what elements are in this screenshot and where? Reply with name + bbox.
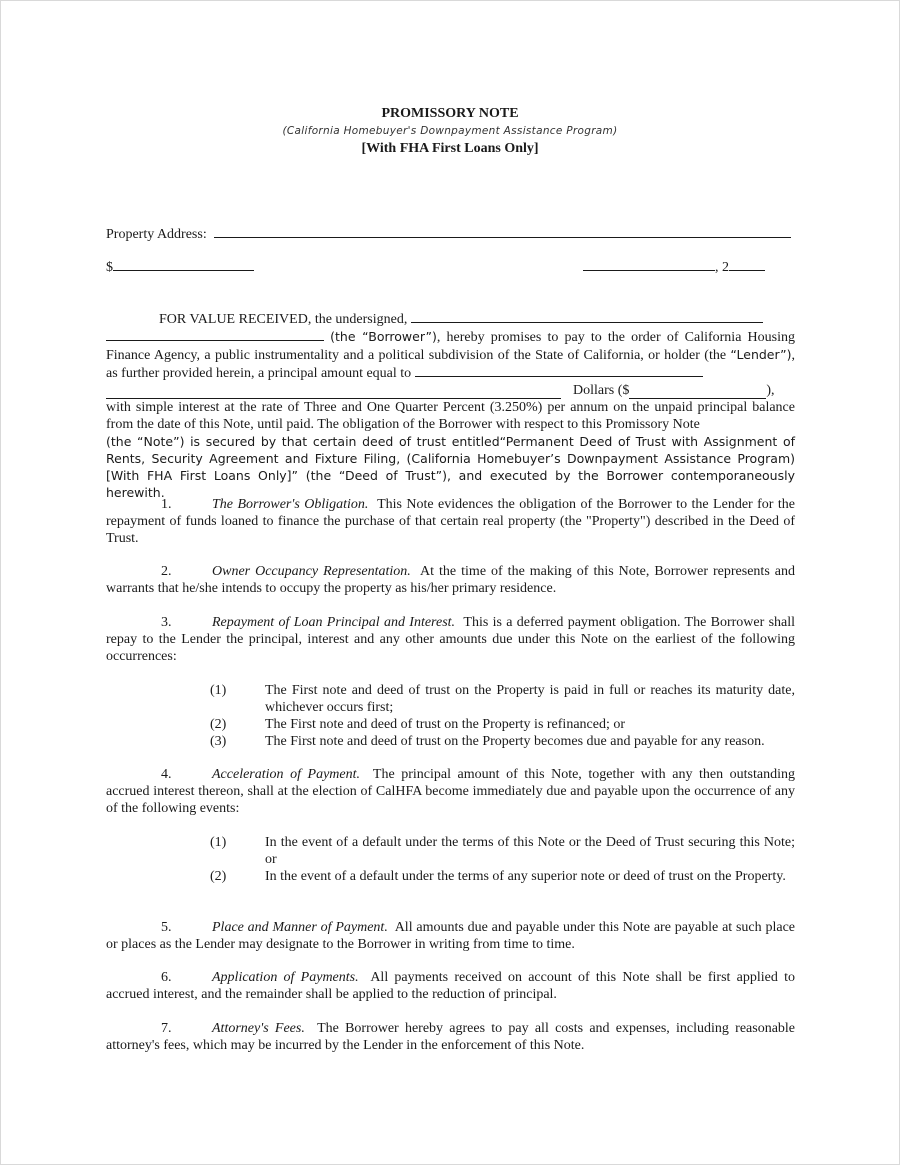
date-suffix: , 2 (715, 260, 729, 275)
lender-tag: “Lender”) (730, 347, 792, 362)
intro-line-dollars (106, 382, 795, 399)
section-number: 5. (161, 920, 172, 935)
program-subtitle: (California Homebuyer's Downpayment Assistance Program) (282, 125, 618, 137)
amount-row (106, 258, 254, 276)
section-text: This Note evidences the obligation of the Borrower to the Lender for the repayment of funds loaned to finance the purchase of that certain real property (the "Property") described in the Deed of Trust. (106, 497, 795, 546)
list-item-text: The First note and deed of trust on the Property is refinanced; or (265, 717, 626, 732)
intro-line-2 (106, 328, 795, 382)
section-5 (106, 919, 795, 953)
property-address-label: Property Address: (106, 227, 207, 242)
section-number: 2. (161, 564, 172, 579)
list-item (210, 834, 795, 868)
undersigned-field[interactable] (411, 310, 763, 323)
list-item (210, 733, 795, 750)
intro-text-1: FOR VALUE RECEIVED, the undersigned, (159, 312, 408, 327)
dollars-label: Dollars ($ (573, 383, 630, 398)
section-number: 7. (161, 1021, 172, 1036)
list-item (210, 682, 795, 716)
section-text: All amounts due and payable under this Note are payable at such place or places as the Lender may designate to the Borrower in writing from time to time. (106, 920, 795, 952)
section-1 (106, 496, 795, 547)
document-title: PROMISSORY NOTE (381, 106, 519, 121)
section-heading: Place and Manner of Payment. (212, 920, 388, 935)
section-3 (106, 614, 795, 665)
list-item-text: In the event of a default under the terms of any superior note or deed of trust on the Property. (265, 869, 786, 884)
list-item-number: (2) (210, 869, 227, 884)
section-4 (106, 766, 795, 817)
dollar-sign: $ (106, 260, 113, 275)
intro-text-4: with simple interest at the rate of Three and One Quarter Percent (3.250%) per annum on the unpaid principal balance from the date of this Note, until paid. The obligation of the Borrower with respect to this Promissory Note (106, 400, 795, 432)
intro-text-5: (the “Note”) is secured by that certain deed of trust entitled“Permanent Deed of Trust with Assignment of Rents, Security Agreement and Fixture Filing, (California Homebuyer’s Downpayment Assistance Program)[With FHA First Loans Only]” (the “Deed of Trust”), and executed by the Borrower contemporaneously herewith. (106, 434, 795, 500)
property-address-row (106, 225, 791, 243)
list-item-text: In the event of a default under the terms of this Note or the Deed of Trust securing this Note; or (265, 835, 795, 867)
section-text: This is a deferred payment obligation. The Borrower shall repay to the Lender the principal, interest and any other amounts due under this Note on the earliest of the following occurrences: (106, 615, 796, 664)
section-text: At the time of the making of this Note, Borrower represents and warrants that he/she intends to occupy the property as his/her primary residence. (106, 564, 795, 596)
section-text: The principal amount of this Note, together with any then outstanding accrued interest thereon, shall at the election of CalHFA become immediately due and payable upon the occurrence of any of the following events: (106, 767, 795, 816)
intro-paragraph (106, 310, 795, 501)
list-item (210, 868, 795, 885)
section-text: All payments received on account of this Note shall be first applied to accrued interest, and the remainder shall be applied to the reduction of principal. (106, 970, 795, 1002)
borrower-name-field[interactable] (106, 328, 324, 341)
intro-text-2: , hereby promises to pay to the order of California Housing Finance Agency, a public instrumentality and a political subdivision of the State of California, or holder (the (106, 330, 796, 363)
section-heading: Attorney's Fees. (212, 1021, 305, 1036)
principal-words-field[interactable] (415, 364, 703, 377)
date-field[interactable] (583, 258, 715, 271)
loan-type-title: [With FHA First Loans Only] (361, 141, 539, 156)
borrower-tag: (the “Borrower”) (330, 329, 437, 344)
property-address-field[interactable] (214, 225, 791, 238)
list-item-number: (2) (210, 717, 227, 732)
section-6 (106, 969, 795, 1003)
section-heading: Repayment of Loan Principal and Interest. (212, 615, 456, 630)
section-number: 4. (161, 767, 172, 782)
date-row (583, 258, 765, 276)
intro-line-1 (106, 310, 795, 328)
section-text: The Borrower hereby agrees to pay all costs and expenses, including reasonable attorney's fees, which may be incurred by the Lender in the enforcement of this Note. (106, 1021, 796, 1053)
section-number: 3. (161, 615, 172, 630)
repayment-occurrences-list (210, 682, 795, 750)
acceleration-events-list (210, 834, 795, 885)
principal-amount-field[interactable] (629, 386, 766, 399)
paren-close: ), (766, 383, 775, 398)
section-heading: Owner Occupancy Representation. (212, 564, 411, 579)
list-item-number: (1) (210, 835, 227, 850)
list-item-text: The First note and deed of trust on the Property is paid in full or reaches its maturity date, whichever occurs first; (265, 683, 795, 715)
list-item-number: (1) (210, 683, 227, 698)
section-number: 6. (161, 970, 172, 985)
amount-field[interactable] (113, 258, 254, 271)
principal-words-field-2[interactable] (106, 386, 561, 399)
year-field[interactable] (729, 258, 765, 271)
section-2 (106, 563, 795, 597)
intro-text-3: , as further provided herein, a principal amount equal to (106, 348, 796, 381)
section-7 (106, 1020, 795, 1054)
list-item (210, 716, 795, 733)
section-heading: Application of Payments. (212, 970, 359, 985)
list-item-number: (3) (210, 734, 227, 749)
section-number: 1. (161, 497, 172, 512)
section-heading: Acceleration of Payment. (212, 767, 361, 782)
section-heading: The Borrower's Obligation. (212, 497, 369, 512)
list-item-text: The First note and deed of trust on the Property becomes due and payable for any reason. (265, 734, 765, 749)
